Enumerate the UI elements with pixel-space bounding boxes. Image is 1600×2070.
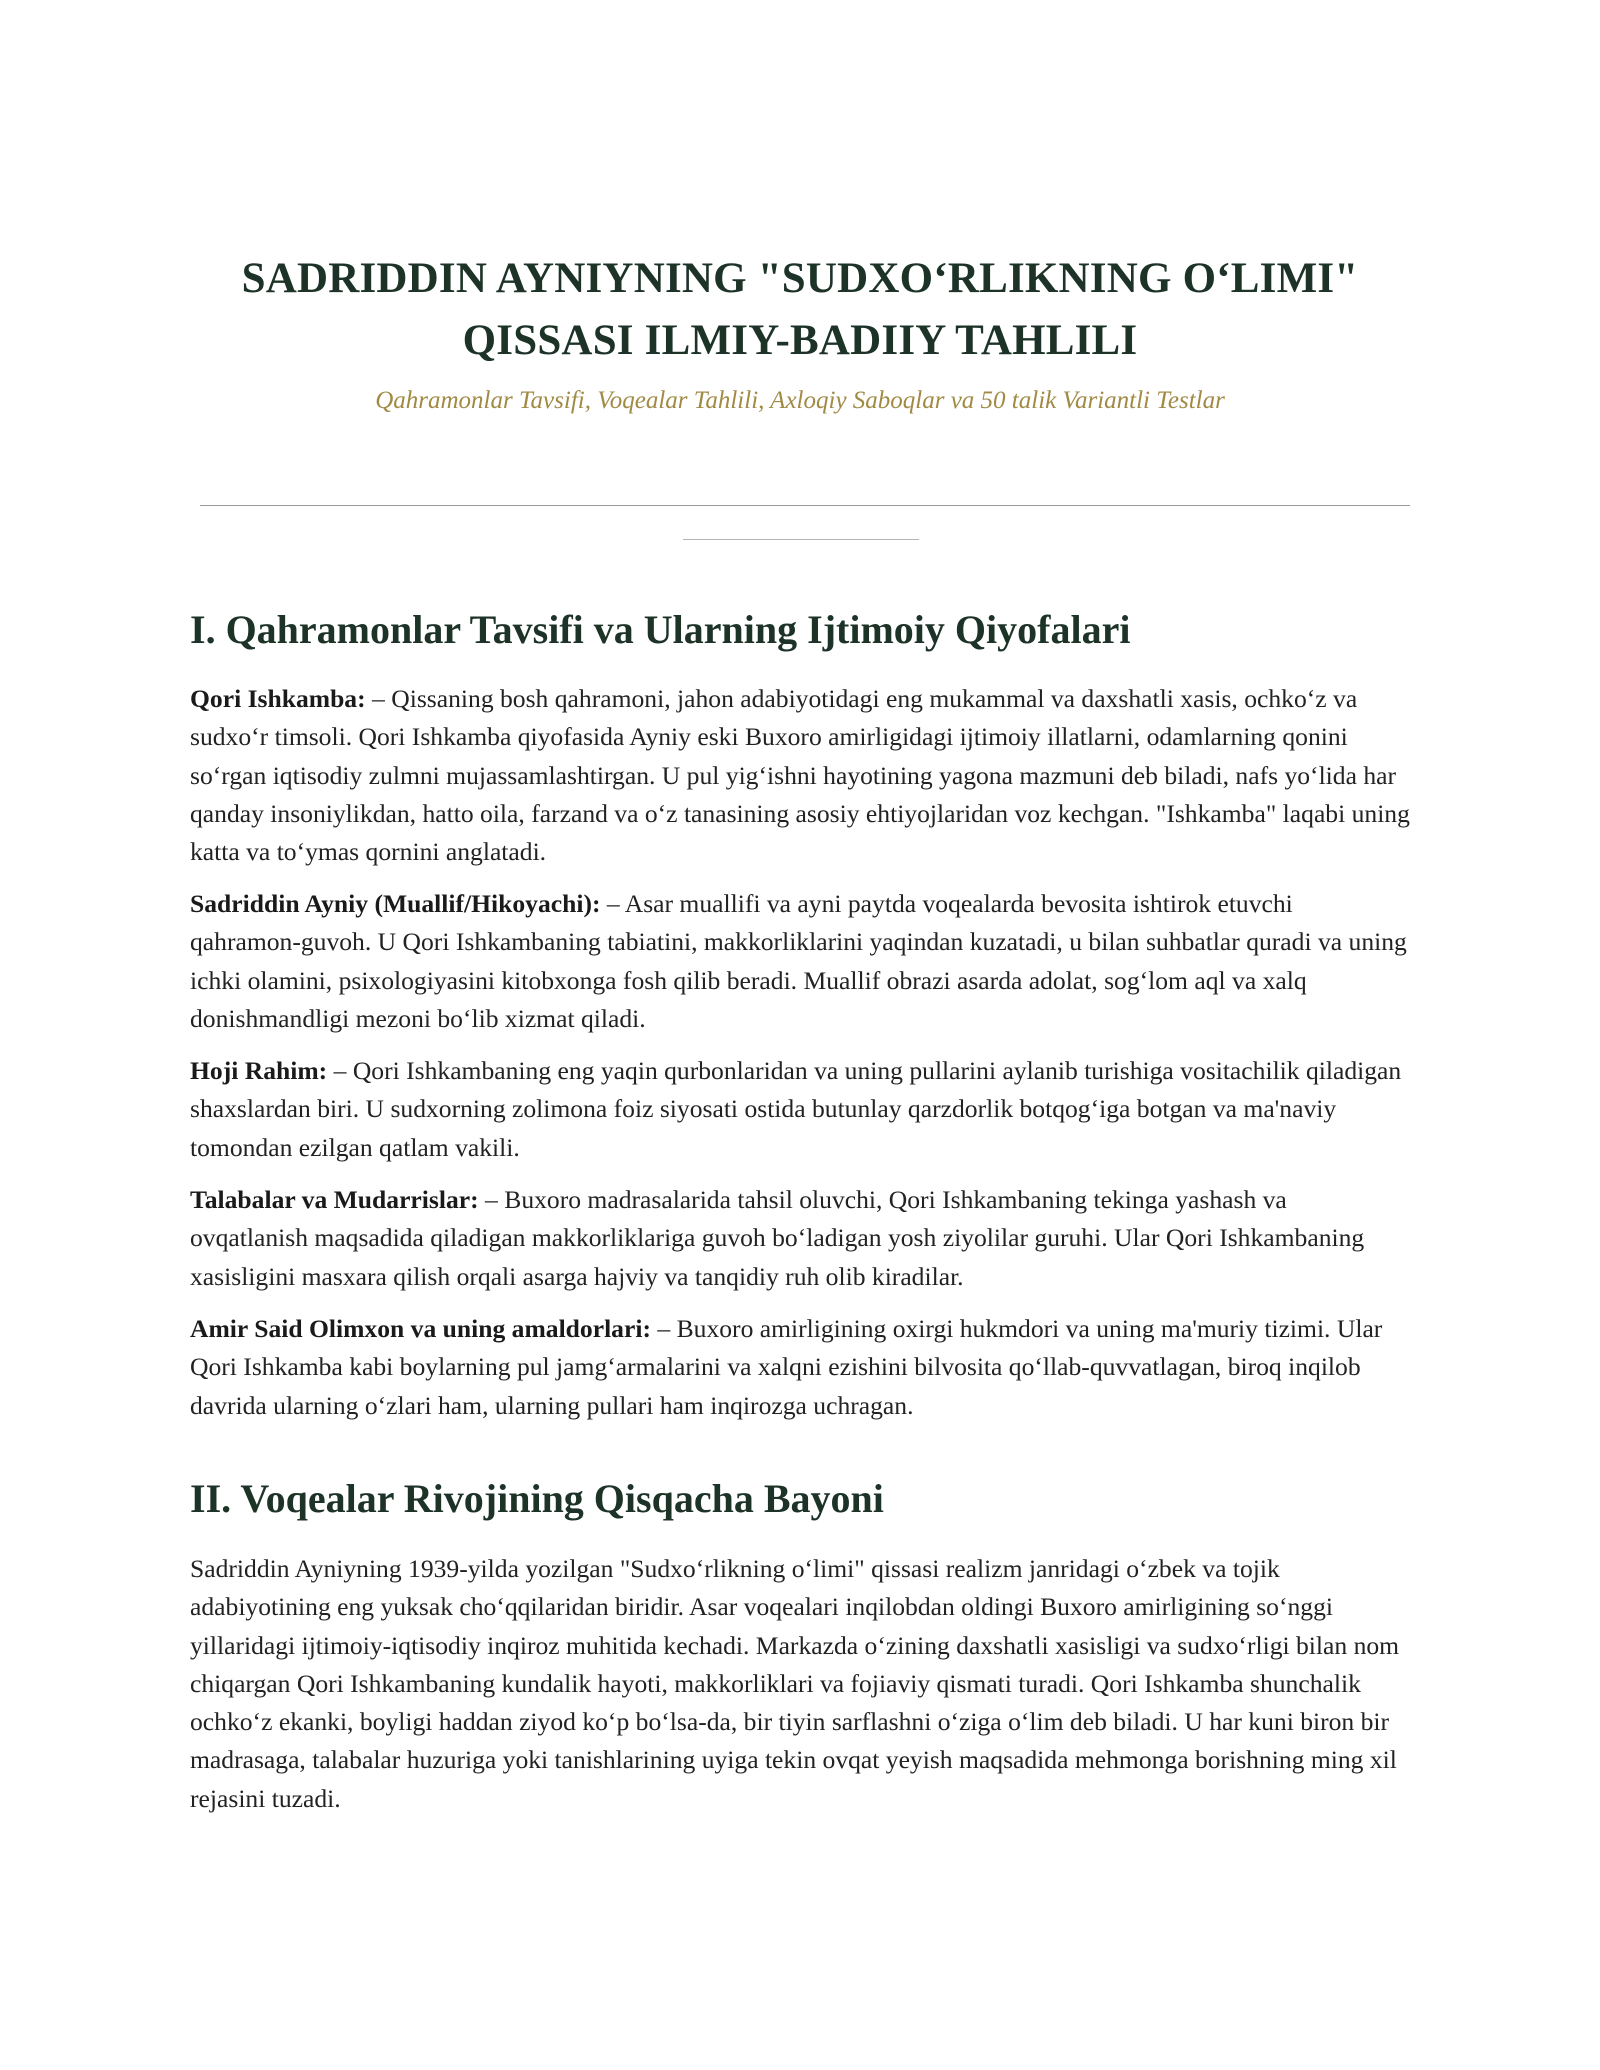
character-description: – Buxoro madrasalarida tahsil oluvchi, Qori Ishkambaning tekinga yashash va ovqatlanish maqsadida qiladigan makkorliklariga guvoh bo‘ladigan yosh ziyolilar guruhi. Ular Qori Ishkambaning xasisligini masxara qilish orqali asarga hajviy va tanqidiy ruh olib kiradilar. [190,1185,1365,1291]
divider-long [200,505,1410,506]
section-heading-characters: I. Qahramonlar Tavsifi va Ularning Ijtimoiy Qiyofalari [190,607,1131,652]
divider-short [683,539,919,540]
character-name: Talabalar va Mudarrislar: [190,1185,479,1214]
events-summary-paragraph: Sadriddin Ayniyning 1939-yilda yozilgan "Sudxo‘rlikning o‘limi" qissasi realizm janridagi o‘zbek va tojik adabiyotining eng yuksak cho‘qqilaridan biridir. Asar voqealari inqilobdan oldingi Buxoro amirligining so‘nggi yillaridagi ijtimoiy-iqtisodiy inqiroz muhitida kechadi. Markazda o‘zining daxshatli xasisligi va sudxo‘rligi bilan nom chiqargan Qori Ishkambaning kundalik hayoti, makkorliklari va fojiaviy qismati turadi. Qori Ishkamba shunchalik ochko‘z ekanki, boyligi haddan ziyod ko‘p bo‘lsa-da, bir tiyin sarflashni o‘ziga o‘lim deb biladi. U har kuni biron bir madrasaga, talabalar huzuriga yoki tanishlarining uyiga tekin ovqat yeyish maqsadida mehmonga borishning ming xil rejasini tuzadi. [190,1554,1400,1813]
character-name: Qori Ishkamba: [190,684,366,713]
character-paragraph-qori-ishkamba [190,680,1410,871]
section-heading-events: II. Voqealar Rivojining Qisqacha Bayoni [190,1476,884,1521]
character-paragraph-talabalar [190,1181,1410,1296]
character-paragraph-amir [190,1310,1410,1425]
character-description: – Buxoro amirligining oxirgi hukmdori va uning ma'muriy tizimi. Ular Qori Ishkamba kabi boylarning pul jamg‘armalarini va xalqni ezishini bilvosita qo‘llab-quvvatlagan, biroq inqilob davrida ularning o‘zlari ham, ularning pullari ham inqirozga uchragan. [190,1314,1383,1420]
character-description: – Qissaning bosh qahramoni, jahon adabiyotidagi eng mukammal va daxshatli xasis, ochko‘z va sudxo‘r timsoli. Qori Ishkamba qiyofasida Ayniy eski Buxoro amirligidagi ijtimoiy illatlarni, odamlarning qonini so‘rgan iqtisodiy zulmni mujassamlashtirgan. U pul yig‘ishni hayotining yagona mazmuni deb biladi, nafs yo‘lida har qanday insoniylikdan, hatto oila, farzand va o‘z tanasining asosiy ehtiyojlaridan voz kechgan. "Ishkamba" laqabi uning katta va to‘ymas qornini anglatadi. [190,684,1410,867]
character-description: – Asar muallifi va ayni paytda voqealarda bevosita ishtirok etuvchi qahramon-guvoh. U Qori Ishkambaning tabiatini, makkorliklarini yaqindan kuzatadi, u bilan suhbatlar quradi va uning ichki olamini, psixologiyasini kitobxonga fosh qilib beradi. Muallif obrazi asarda adolat, sog‘lom aql va xalq donishmandligi mezoni bo‘lib xizmat qiladi. [190,889,1407,1033]
character-description: – Qori Ishkambaning eng yaqin qurbonlaridan va uning pullarini aylanib turishiga vositachilik qiladigan shaxslardan biri. U sudxorning zolimona foiz siyosati ostida butunlay qarzdorlik botqog‘iga botgan va ma'naviy tomondan ezilgan qatlam vakili. [190,1056,1402,1162]
document-title: SADRIDDIN AYNIYNING "SUDXO‘RLIKNING O‘LIMI" QISSASI ILMIY-BADIIY TAHLILI [241,255,1359,364]
document-subtitle: Qahramonlar Tavsifi, Voqealar Tahlili, Axloqiy Saboqlar va 50 talik Variantli Testlar [375,387,1225,414]
character-name: Sadriddin Ayniy (Muallif/Hikoyachi): [190,889,601,918]
character-paragraph-hoji-rahim [190,1052,1410,1167]
character-name: Hoji Rahim: [190,1056,328,1085]
character-paragraph-sadriddin-ayniy [190,885,1410,1038]
character-name: Amir Said Olimxon va uning amaldorlari: [190,1314,651,1343]
